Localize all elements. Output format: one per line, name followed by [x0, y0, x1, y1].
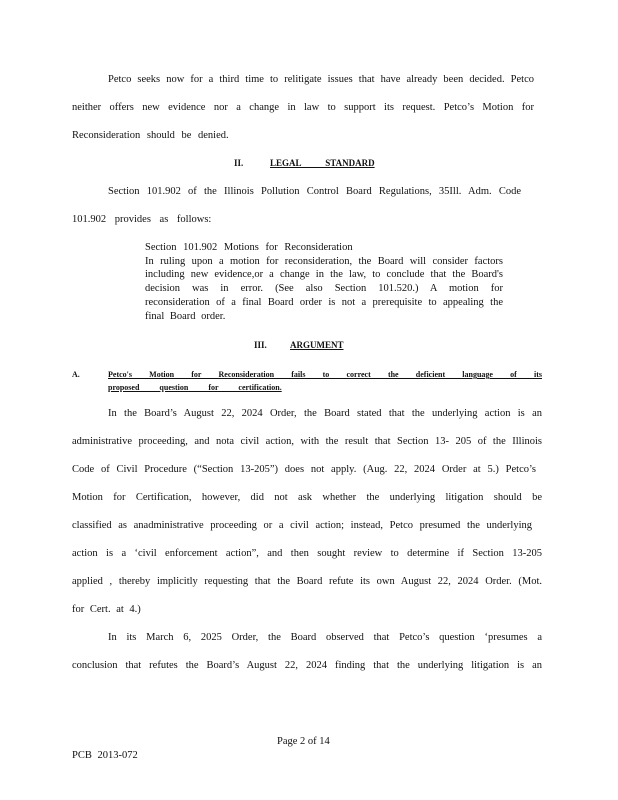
page-number: Page 2 of 14 [277, 736, 330, 747]
quote-line-3: decision was in error. (See also Section 101.520.) A motion for [145, 283, 503, 294]
subheading-a-letter: A. [72, 370, 80, 379]
paragraph-2-line-2: 101.902 provides as follows: [72, 214, 212, 225]
paragraph-2-line-1: Section 101.902 of the Illinois Pollution Control Board Regulations, 35Ill. Adm. Code [108, 186, 521, 197]
paragraph-3-line-6: action is a ‘civil enforcement action”, and then sought review to determine if Section 13-205 [72, 548, 542, 559]
paragraph-1-line-2: neither offers new evidence nor a change in law to support its request. Petco’s Motion for [72, 102, 534, 113]
paragraph-4-line-2: conclusion that refutes the Board’s August 22, 2024 finding that the underlying litigation is an [72, 660, 542, 671]
paragraph-3-line-7: applied , thereby implicitly requesting that the Board refute its own August 22, 2024 Order. (Mot. [72, 576, 542, 587]
paragraph-4-line-1: In its March 6, 2025 Order, the Board observed that Petco’s question ‘presumes a [108, 632, 542, 643]
quote-title: Section 101.902 Motions for Reconsideration [145, 242, 353, 253]
paragraph-3-line-5: classified as anadministrative proceeding or a civil action; instead, Petco presumed the underlying [72, 520, 532, 531]
quote-line-4: reconsideration of a final Board order is not a prerequisite to appealing the [145, 297, 503, 308]
quote-line-1: In ruling upon a motion for reconsideration, the Board will consider factors [145, 256, 503, 267]
quote-line-2: including new evidence,or a change in the law, to conclude that the Board's [145, 269, 503, 280]
paragraph-3-line-3: Code of Civil Procedure (“Section 13-205”) does not apply. (Aug. 22, 2024 Order at 5.) Petco’s [72, 464, 536, 475]
paragraph-1-line-3: Reconsideration should be denied. [72, 130, 229, 141]
paragraph-1-line-1: Petco seeks now for a third time to relitigate issues that have already been decided. Petco [108, 74, 534, 85]
paragraph-3-line-4: Motion for Certification, however, did not ask whether the underlying litigation should be [72, 492, 542, 503]
paragraph-3-line-8: for Cert. at 4.) [72, 604, 141, 615]
section-2-number: II. [234, 158, 244, 168]
paragraph-3-line-2: administrative proceeding, and nota civil action, with the result that Section 13- 205 of the Illinois [72, 436, 542, 447]
docket-number: PCB 2013-072 [72, 750, 138, 761]
section-3-title: ARGUMENT [290, 340, 344, 350]
subheading-a-line-2: proposed question for certification. [108, 383, 282, 392]
paragraph-3-line-1: In the Board’s August 22, 2024 Order, the Board stated that the underlying action is an [108, 408, 542, 419]
subheading-a-line-1: Petco's Motion for Reconsideration fails to correct the deficient language of its [108, 370, 542, 379]
quote-line-5: final Board order. [145, 311, 226, 322]
section-2-title: LEGAL STANDARD [270, 158, 375, 168]
section-3-number: III. [254, 340, 267, 350]
